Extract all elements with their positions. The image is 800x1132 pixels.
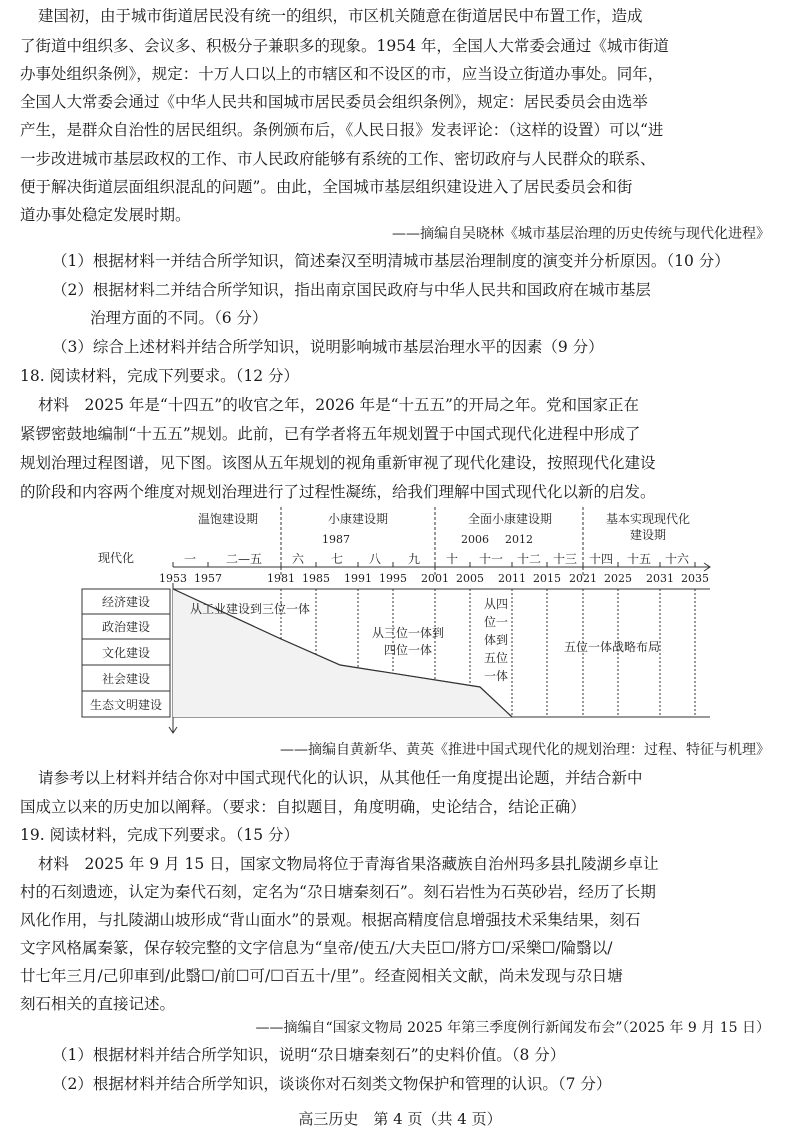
plan-number: 六 xyxy=(291,552,305,566)
source-citation: ——摘编自吴晓林《城市基层治理的历史传统与现代化进程》 xyxy=(392,226,770,242)
year-tick: 1995 xyxy=(379,572,407,585)
sub-question: （2）根据材料并结合所学知识，谈谈你对石刻类文物保护和管理的认识。（7 分） xyxy=(52,1075,612,1093)
period-label: 全面小康建设期 xyxy=(467,512,553,526)
material-line: 紧锣密鼓地编制“十五五”规划。此前，已有学者将五年规划置于中国式现代化进程中形成了 xyxy=(20,425,641,443)
stage-label: 体到 xyxy=(483,633,509,647)
page-footer: 高三历史 第 4 页（共 4 页） xyxy=(298,1110,502,1128)
row-label: 生态文明建设 xyxy=(89,698,163,712)
plan-number: 十三 xyxy=(552,552,578,566)
row-label: 文化建设 xyxy=(101,646,151,660)
year-tick: 1985 xyxy=(302,572,330,585)
period-label: 温饱建设期 xyxy=(197,512,259,526)
year-tick: 2005 xyxy=(456,572,484,585)
plan-number: 十 xyxy=(445,552,459,566)
plan-number: 十一 xyxy=(478,552,504,566)
material-line: 廿七年三月/己卯車到/此翳☐/前☐可/☐百五十/里”。经查阅相关文献，尚未发现与尕日塘 xyxy=(20,967,623,985)
row-label: 社会建设 xyxy=(101,672,151,686)
material-line: 建国初，由于城市街道居民没有统一的组织，市区机关随意在街道居民中布置工作，造成 xyxy=(38,7,643,25)
material-line: 风化作用，与扎陵湖山坡形成“背山面水”的景观。根据高精度信息增强技术采集结果，刻石 xyxy=(20,911,641,929)
stage-label: 五位 xyxy=(483,651,509,665)
stage-label: 四位一体 xyxy=(383,643,433,657)
year-tick: 1991 xyxy=(344,572,372,585)
axis-label: 现代化 xyxy=(98,551,135,565)
stage-label: 五位一体战略布局 xyxy=(563,640,661,654)
plan-number: 十五 xyxy=(626,552,652,566)
question-18-header: 18. 阅读材料，完成下列要求。（12 分） xyxy=(20,367,299,385)
stage-label: 位一 xyxy=(483,615,509,629)
stage-label: 从四 xyxy=(483,597,509,611)
plan-number: 十二 xyxy=(516,552,542,566)
material-line: 产生，是群众自治性的居民组织。条例颁布后，《人民日报》发表评论：（这样的设置）可以“进 xyxy=(20,121,664,139)
stage-label: 一体 xyxy=(483,669,509,683)
year-tick: 2035 xyxy=(681,572,709,585)
plan-number: 八 xyxy=(368,552,382,566)
sub-question: （1）根据材料一并结合所学知识，简述秦汉至明清城市基层治理制度的演变并分析原因。（10 分） xyxy=(52,252,730,270)
plan-number: 七 xyxy=(330,552,344,566)
plan-number: 九 xyxy=(407,552,421,566)
row-label: 政治建设 xyxy=(101,620,151,634)
material-line: 村的石刻遗迹，认定为秦代石刻，定名为“尕日塘秦刻石”。刻石岩性为石英砂岩，经历了长期 xyxy=(20,883,656,901)
year-mark: 1987 xyxy=(322,533,350,546)
year-tick: 2011 xyxy=(498,572,526,585)
period-label: 建设期 xyxy=(629,528,667,542)
plan-number: 十四 xyxy=(588,552,614,566)
stage-label: 从三位一体到 xyxy=(371,626,445,640)
sub-question: （2）根据材料二并结合所学知识，指出南京国民政府与中华人民共和国政府在城市基层 xyxy=(52,281,651,299)
material-line: 文字风格属秦篆，保存较完整的文字信息为“皇帝/使五/大夫臣☐/將方☐/采樂☐/陯翳以/ xyxy=(20,939,613,957)
period-label: 小康建设期 xyxy=(327,512,389,526)
material-line: 了街道中组织多、会议多、积极分子兼职多的现象。1954 年，全国人大常委会通过《城市街道 xyxy=(20,37,669,55)
material-line: 材料 2025 年是“十四五”的收官之年，2026 年是“十五五”的开局之年。党和国家正在 xyxy=(38,396,639,414)
source-citation: ——摘编自黄新华、黄英《推进中国式现代化的规划治理：过程、特征与机理》 xyxy=(280,742,770,758)
material-line: 刻石相关的直接记述。 xyxy=(20,995,176,1013)
material-line: 的阶段和内容两个维度对规划治理进行了过程性凝练，给我们理解中国式现代化以新的启发。 xyxy=(20,483,656,501)
year-tick: 2015 xyxy=(533,572,561,585)
prompt-line: 国成立以来的历史加以阐释。（要求：自拟题目，角度明确，史论结合，结论正确） xyxy=(20,798,586,816)
year-tick: 2021 xyxy=(569,572,597,585)
year-tick: 2031 xyxy=(646,572,674,585)
row-label: 经济建设 xyxy=(101,595,151,609)
source-citation: ——摘编自“国家文物局 2025 年第三季度例行新闻发布会”（2025 年 9 月 15 日） xyxy=(255,1020,770,1036)
material-line: 材料 2025 年 9 月 15 日，国家文物局将位于青海省果洛藏族自治州玛多县扎陵湖乡卓让 xyxy=(38,855,659,873)
sub-question: （3）综合上述材料并结合所学知识，说明影响城市基层治理水平的因素（9 分） xyxy=(52,338,604,356)
plan-number: 十六 xyxy=(664,552,690,566)
plan-number: 二—五 xyxy=(225,552,263,566)
plan-number: 一 xyxy=(183,552,197,566)
material-line: 全国人大常委会通过《中华人民共和国城市居民委员会组织条例》，规定：居民委员会由选举 xyxy=(20,93,648,111)
year-tick: 2025 xyxy=(604,572,632,585)
stage-label: 从工业建设到三位一体 xyxy=(190,602,311,616)
material-line: 一步改进城市基层政权的工作、市人民政府能够有系统的工作、密切政府与人民群众的联系、 xyxy=(20,150,656,168)
year-mark: 2012 xyxy=(505,533,533,546)
year-tick: 1957 xyxy=(194,572,222,585)
material-line: 便于解决街道层面组织混乱的问题”。由此，全国城市基层组织建设进入了居民委员会和街 xyxy=(20,178,633,196)
year-mark: 2006 xyxy=(461,533,489,546)
sub-question: （1）根据材料并结合所学知识，说明“尕日塘秦刻石”的史料价值。（8 分） xyxy=(52,1046,566,1064)
year-tick: 1953 xyxy=(159,572,187,585)
period-label: 基本实现现代化 xyxy=(605,512,691,526)
material-line: 道办事处稳定发展时期。 xyxy=(20,206,191,224)
sub-question: 治理方面的不同。（6 分） xyxy=(90,309,268,327)
year-tick: 1981 xyxy=(267,572,295,585)
planning-governance-diagram xyxy=(70,505,720,735)
question-19-header: 19. 阅读材料，完成下列要求。（15 分） xyxy=(20,826,299,844)
material-line: 办事处组织条例》，规定：十万人口以上的市辖区和不设区的市，应当设立街道办事处。同年， xyxy=(20,65,664,83)
year-tick: 2001 xyxy=(421,572,449,585)
prompt-line: 请参考以上材料并结合你对中国式现代化的认识，从其他任一角度提出论题，并结合新中 xyxy=(38,769,643,787)
material-line: 规划治理过程图谱，见下图。该图从五年规划的视角重新审视了现代化建设，按照现代化建设 xyxy=(20,454,656,472)
